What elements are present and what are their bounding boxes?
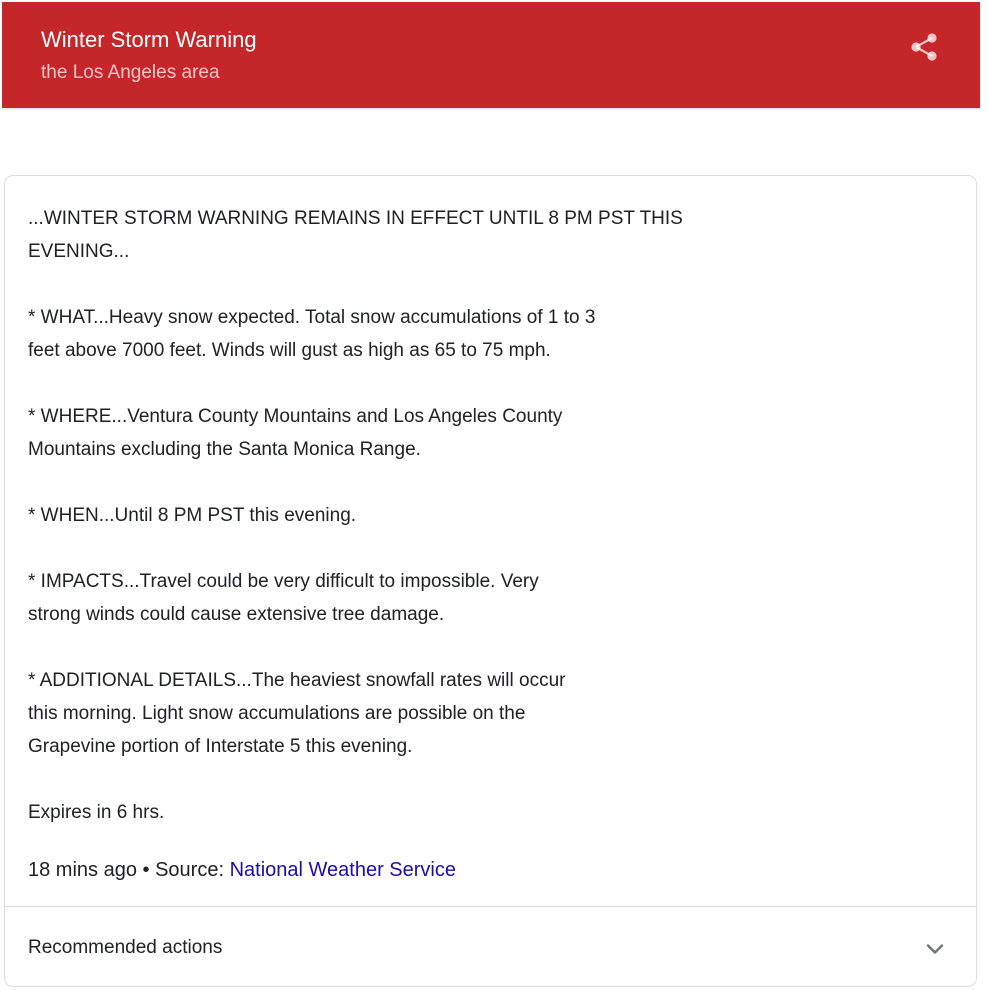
alert-card — [4, 175, 977, 987]
alert-impacts: * IMPACTS...Travel could be very difficult to impossible. Very strong winds could cause extensive tree damage. — [28, 571, 539, 625]
alert-expires: Expires in 6 hrs. — [28, 802, 165, 823]
chevron-down-icon — [923, 937, 947, 961]
alert-where: * WHERE...Ventura County Mountains and Los Angeles County Mountains excluding the Santa Monica Range. — [28, 406, 563, 460]
time-ago: 18 mins ago — [28, 859, 137, 881]
alert-additional-details: * ADDITIONAL DETAILS...The heaviest snowfall rates will occur this morning. Light snow accumulations are possible on the Grapevine portion of Interstate 5 this evening. — [28, 670, 566, 757]
alert-headline: ...WINTER STORM WARNING REMAINS IN EFFECT UNTIL 8 PM PST THIS EVENING... — [28, 208, 683, 262]
source-prefix: Source: — [155, 859, 230, 881]
share-icon — [910, 32, 938, 62]
alert-title: Winter Storm Warning — [41, 27, 257, 52]
share-button[interactable] — [904, 27, 944, 67]
recommended-actions-toggle[interactable] — [5, 907, 976, 986]
alert-what: * WHAT...Heavy snow expected. Total snow accumulations of 1 to 3 feet above 7000 feet. Winds will gust as high as 65 to 75 mph. — [28, 307, 596, 361]
recommended-actions-label: Recommended actions — [28, 937, 223, 958]
source-line — [28, 853, 456, 887]
separator-dot: • — [136, 859, 156, 881]
alert-location: the Los Angeles area — [41, 62, 220, 83]
alert-description — [28, 202, 788, 829]
alert-header — [2, 2, 980, 108]
alert-when: * WHEN...Until 8 PM PST this evening. — [28, 505, 357, 526]
source-link[interactable]: National Weather Service — [229, 859, 456, 881]
